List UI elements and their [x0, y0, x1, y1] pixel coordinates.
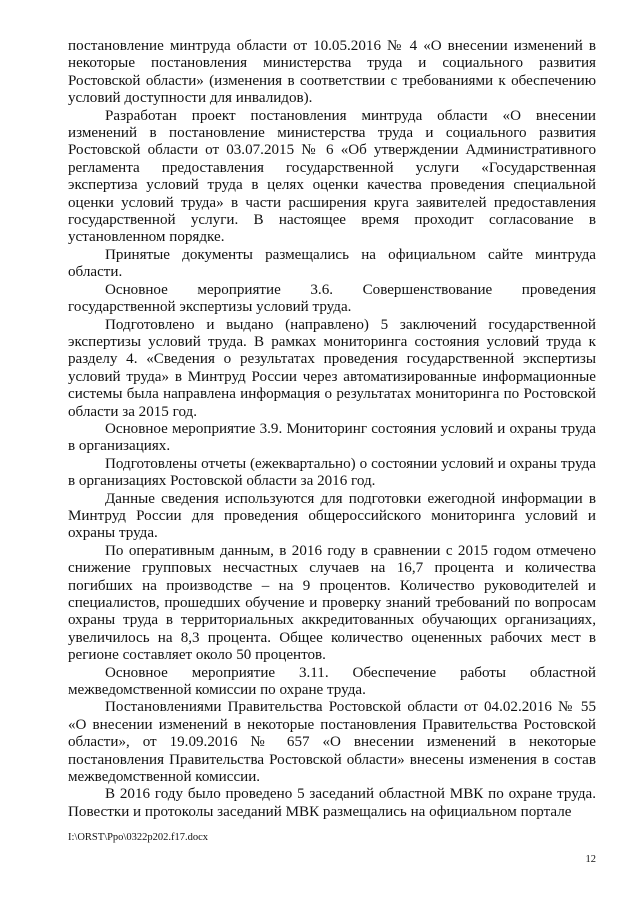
paragraph: Основное мероприятие 3.11. Обеспечение работы областной межведомственной комиссии по охране труда.: [68, 664, 596, 699]
paragraph: В 2016 году было проведено 5 заседаний областной МВК по охране труда. Повестки и протоколы заседаний МВК размещались на официальном портале: [68, 786, 596, 820]
document-body: [68, 38, 596, 821]
paragraph: Подготовлены отчеты (ежеквартально) о состоянии условий и охраны труда в организациях Ростовской области за 2016 год.: [68, 455, 596, 490]
paragraph: Подготовлено и выдано (направлено) 5 заключений государственной экспертизы условий труда. В рамках мониторинга состояния условий труда к разделу 4. «Сведения о результатах проведения государственной экспертизы условий труда» в Минтруд России через автоматизированные информационные системы была направлена информация о результатах мониторинга по Ростовской области за 2015 год.: [68, 316, 596, 420]
paragraph: Разработан проект постановления минтруда области «О внесении изменений в постановление министерства труда и социального развития Ростовской области от 03.07.2015 № 6 «Об утверждении Административного регламента предоставления государственной услуги «Государственная экспертиза условий труда в целях оценки качества проведения специальной оценки условий труда» в части расширения круга заявителей предоставления государственной услуги. В настоящее время проходит согласование в установленном порядке.: [68, 107, 596, 246]
paragraph: постановление минтруда области от 10.05.2016 № 4 «О внесении изменений в некоторые постановления министерства труда и социального развития Ростовской области» (изменения в соответствии с требованиями к обеспечению условий доступности для инвалидов).: [68, 38, 596, 107]
footer-file-path: I:\ORST\Ppo\0322p202.f17.docx: [68, 832, 209, 843]
paragraph: Основное мероприятие 3.9. Мониторинг состояния условий и охраны труда в организациях.: [68, 420, 596, 455]
paragraph: Принятые документы размещались на официальном сайте минтруда области.: [68, 246, 596, 281]
paragraph: Основное мероприятие 3.6. Совершенствование проведения государственной экспертизы условий труда.: [68, 281, 596, 316]
paragraph: По оперативным данным, в 2016 году в сравнении с 2015 годом отмечено снижение групповых несчастных случаев на 16,7 процента и количества погибших на производстве – на 9 процентов. Количество руководителей и специалистов, прошедших обучение и проверку знаний требований по вопросам охраны труда в территориальных аккредитованных обучающих организациях, увеличилось на 8,3 процента. Общее количество оцененных рабочих мест в регионе составляет около 50 процентов.: [68, 542, 596, 664]
paragraph: Данные сведения используются для подготовки ежегодной информации в Минтруд России для проведения общероссийского мониторинга условий и охраны труда.: [68, 490, 596, 542]
paragraph: Постановлениями Правительства Ростовской области от 04.02.2016 № 55 «О внесении изменений в некоторые постановления Правительства Ростовской области», от 19.09.2016 № 657 «О внесении изменений в некоторые постановления Правительства Ростовской области» внесены изменения в состав межведомственной комиссии.: [68, 699, 596, 786]
page-number: 12: [585, 854, 596, 865]
